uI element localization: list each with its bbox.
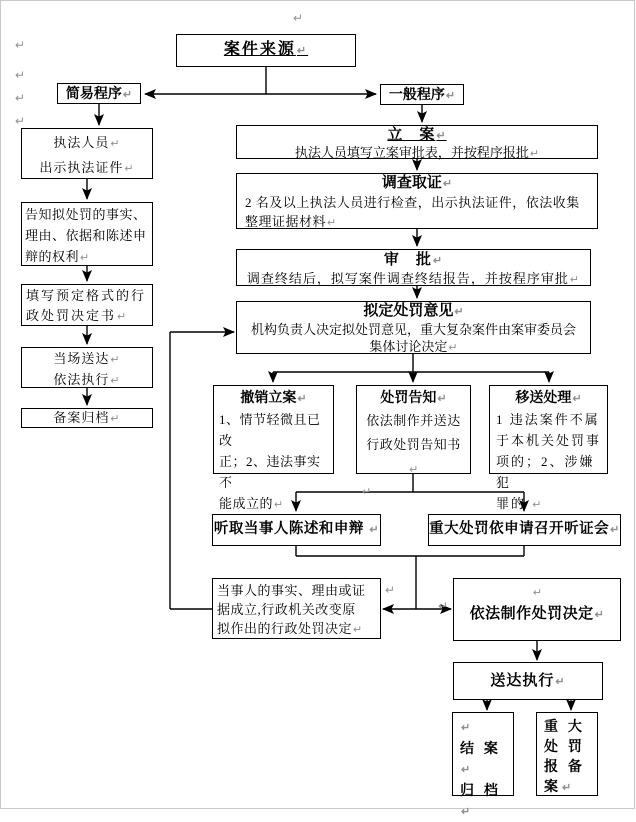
paragraph-mark: ↵ xyxy=(110,354,121,366)
paragraph-mark: ↵ xyxy=(80,252,90,264)
box-revoke-filing xyxy=(213,385,334,511)
paragraph-mark: ↵ xyxy=(555,675,566,688)
box-text-line: 听取当事人陈述和申辩 ↵ xyxy=(213,521,380,537)
box-text-line: 审 批↵ xyxy=(383,251,444,268)
paragraph-mark: ↵ xyxy=(110,138,121,150)
paragraph-mark: ↵ xyxy=(327,217,337,229)
box-text-line: 重 大 xyxy=(544,718,585,734)
paragraph-mark: ↵ xyxy=(436,130,447,142)
box-text-line: 备案归档↵ xyxy=(53,410,121,425)
box-text-line: 拟作出的行政处罚决定↵ xyxy=(217,621,363,636)
box-transfer-handling xyxy=(489,385,608,511)
paragraph-mark: ↵ xyxy=(594,609,605,621)
box-penalty-notification xyxy=(356,385,471,498)
paragraph-mark: ↵ xyxy=(296,45,309,57)
paragraph-mark: ↵ xyxy=(454,306,464,318)
box-investigation-evidence xyxy=(236,173,598,229)
box-text-line: 出示执法证件↵ xyxy=(39,160,135,175)
box-text-line: 立 案↵ xyxy=(387,126,447,143)
box-text-line: 处 罚 xyxy=(544,738,585,754)
paragraph-mark: ↵ xyxy=(117,311,129,323)
box-text-line: 2 名及以上执法人员进行检查，出示执法证件，依法收集 xyxy=(245,195,580,210)
box-text-line xyxy=(454,583,620,602)
paragraph-mark: ↵ xyxy=(572,393,582,405)
paragraph-mark: ↵ xyxy=(15,91,26,105)
box-text-line: 调查终结后，拟写案件调查终结报告，并按程序审批↵ xyxy=(246,271,581,286)
box-approval xyxy=(236,249,591,286)
paragraph-mark: ↵ xyxy=(438,599,449,613)
box-draft-penalty-opinion xyxy=(236,301,591,354)
box-text-line: 行政处罚告知书↵ xyxy=(366,437,461,476)
paragraph-mark: ↵ xyxy=(15,38,26,52)
box-onsite-delivery xyxy=(21,347,153,388)
paragraph-mark: ↵ xyxy=(532,587,543,599)
paragraph-mark: ↵ xyxy=(461,722,474,734)
box-general-procedure xyxy=(380,84,464,105)
box-text-line: 1、情节轻微且已改 xyxy=(219,412,321,448)
paragraph-mark: ↵ xyxy=(409,464,419,476)
paragraph-mark: ↵ xyxy=(461,806,474,818)
paragraph-mark: ↵ xyxy=(532,499,544,511)
box-text-line: 撤销立案↵ xyxy=(240,389,307,405)
box-text-line: 理由、依据和陈述申 xyxy=(25,228,147,243)
box-text-line: 政处罚决定书↵ xyxy=(26,308,129,323)
paragraph-mark: ↵ xyxy=(15,68,26,82)
box-hear-statement-defense xyxy=(212,514,381,546)
paragraph-mark: ↵ xyxy=(293,11,304,25)
paragraph-mark: ↵ xyxy=(569,274,581,286)
box-text-line: 1 违法案件不属 xyxy=(496,412,600,427)
paragraph-mark: ↵ xyxy=(110,413,121,425)
box-text-line: 处罚告知↵ xyxy=(380,389,447,405)
box-text-line: 执法人员↵ xyxy=(53,135,121,150)
paragraph-mark: ↵ xyxy=(274,499,284,511)
box-fill-decision-form xyxy=(21,284,153,326)
box-close-and-archive xyxy=(452,712,514,818)
box-text-line: 填写预定格式的行 xyxy=(26,288,147,303)
paragraph-mark: ↵ xyxy=(353,624,363,636)
paragraph-mark: ↵ xyxy=(15,114,26,128)
box-hearing-on-request xyxy=(428,514,621,546)
box-text-line: 罪的 ↵ xyxy=(496,496,544,511)
box-inform-facts-rights xyxy=(21,202,153,266)
box-text-line: 整理证据材料↵ xyxy=(245,214,337,229)
box-text-line: 一般程序↵ xyxy=(388,86,456,102)
paragraph-mark: ↵ xyxy=(124,163,135,175)
box-text-line: 当事人的事实、理由或证 xyxy=(217,583,366,598)
box-text-line: 归 档↵ xyxy=(460,782,501,818)
box-text-line: 简易程序↵ xyxy=(65,85,133,101)
paragraph-mark: ↵ xyxy=(529,148,540,160)
box-text-line: 机构负责人决定拟处罚意见，重大复杂案件由案审委员会 xyxy=(250,322,576,337)
box-text-line: 当场送达↵ xyxy=(53,351,121,366)
box-text-line: 告知拟处罚的事实、 xyxy=(25,207,147,222)
box-text-line: 调查取证↵ xyxy=(381,174,453,191)
paragraph-mark: ↵ xyxy=(437,393,447,405)
box-text-line: 依法执行↵ xyxy=(53,372,121,387)
box-text-line: 正；2、违法事实不 xyxy=(219,454,321,490)
box-text-line: 能成立的↵ xyxy=(219,496,284,511)
box-text-line: 案件来源↵ xyxy=(223,41,309,58)
box-text-line: 执法人员填写立案审批表，并按程序报批↵ xyxy=(294,145,540,160)
paragraph-mark: ↵ xyxy=(432,255,444,267)
box-show-credentials xyxy=(21,128,153,179)
paragraph-mark: ↵ xyxy=(110,375,121,387)
box-major-penalty-report xyxy=(536,712,598,796)
box-case-filing xyxy=(236,125,598,159)
paragraph-mark: ↵ xyxy=(562,782,575,794)
box-text-line: 辩的权利↵ xyxy=(25,249,90,264)
paragraph-mark: ↵ xyxy=(297,393,307,405)
paragraph-mark: ↵ xyxy=(610,524,620,536)
paragraph-mark: ↵ xyxy=(461,764,474,776)
box-make-penalty-decision xyxy=(453,578,621,641)
box-text-line: 项的；2、涉嫌犯 xyxy=(496,454,595,490)
paragraph-mark: ↵ xyxy=(442,178,453,190)
box-text-line: 于本机关处罚事 xyxy=(496,433,602,448)
box-case-source xyxy=(176,34,356,67)
paragraph-mark: ↵ xyxy=(369,524,380,536)
box-text-line xyxy=(361,482,466,501)
paragraph-mark: ↵ xyxy=(445,90,456,102)
box-text-line: 移送处理↵ xyxy=(515,389,582,405)
box-text-line: 结 案↵ xyxy=(460,740,501,776)
paragraph-mark: ↵ xyxy=(122,89,133,101)
box-party-claims-upheld xyxy=(212,578,381,639)
box-summary-procedure xyxy=(57,83,141,104)
box-text-line: 送达执行↵ xyxy=(490,671,566,689)
box-text-line: 集体讨论决定↵ xyxy=(369,339,458,354)
box-text-line: 报 备 xyxy=(544,758,585,774)
box-text-line: 依法制作处罚决定↵ xyxy=(469,605,605,622)
paragraph-mark: ↵ xyxy=(385,583,396,597)
box-text-line: 拟定处罚意见↵ xyxy=(363,302,464,319)
paragraph-mark: ↵ xyxy=(448,342,458,354)
paragraph-mark: ↵ xyxy=(362,486,372,498)
box-text-line: 案↵ xyxy=(544,778,575,794)
box-record-filing xyxy=(21,408,153,428)
box-deliver-execute xyxy=(453,662,603,700)
box-text-line: 重大处罚依申请召开听证会↵ xyxy=(429,521,620,537)
box-text-line: 据成立,行政机关改变原 xyxy=(217,602,356,617)
box-text-line: 依法制作并送达 xyxy=(366,413,461,428)
box-text-line xyxy=(460,716,513,738)
